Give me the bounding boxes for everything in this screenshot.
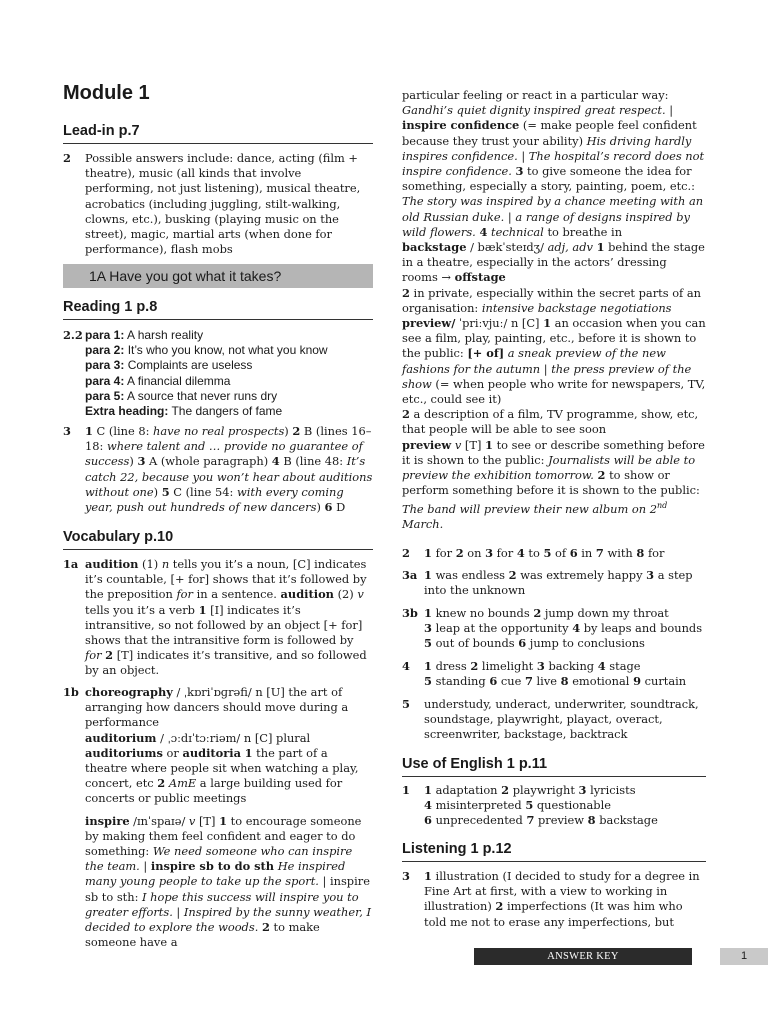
- vocab-q3a-answers: 1 was endless 2 was extremely happy 3 a step into the unknown: [424, 568, 693, 598]
- unit-band: [63, 264, 373, 288]
- use-of-english-heading: Use of English 1 p.11: [402, 757, 706, 777]
- reading-q2-2: [63, 328, 373, 419]
- reading-q3-answers: 1 C (line 8: have no real prospects) 2 B (lines 16–18: where talent and … provide no guarantee of success) 3 A (whole paragraph) 4 B (line 48: It’s catch 22, because you won’t hear about auditions without one) 5 C (line 54: with every coming year, push out hundreds of new dancers) 6 D: [85, 424, 373, 515]
- uoe-q1: [402, 783, 706, 829]
- para-line: Extra heading: The dangers of fame: [85, 404, 283, 419]
- para-line: para 1: A harsh reality: [85, 328, 204, 342]
- vocabulary-heading: Vocabulary p.10: [63, 530, 373, 550]
- para-line: para 4: A financial dilemma: [85, 373, 231, 388]
- para-line: para 2: It’s who you know, not what you know: [85, 343, 328, 358]
- vocab-q4: [402, 659, 706, 689]
- item-number: 2: [63, 151, 71, 165]
- item-number: 5: [402, 697, 410, 711]
- leadin-heading: Lead-in p.7: [63, 124, 373, 144]
- vocab-q3b: [402, 606, 706, 652]
- vocab-q3b-answers: 1 knew no bounds 2 jump down my throat 3 leap at the opportunity 4 by leaps and bounds 5 out of bounds 6 jump to conclusions: [424, 606, 703, 651]
- item-number: 1a: [63, 557, 79, 571]
- uoe-q1-answers: 1 adaptation 2 playwright 3 lyricists 4 misinterpreted 5 questionable 6 unprecedented 7 preview 8 backstage: [424, 783, 658, 828]
- vocab-q5-answers: understudy, underact, underwriter, soundtrack, soundstage, playwright, playact, overact, screenwriter, backstage, backtrack: [424, 697, 699, 742]
- vocab-q3a: [402, 568, 706, 598]
- item-number: 4: [402, 659, 410, 673]
- item-number: 2: [402, 546, 410, 560]
- inspire-continued: [402, 88, 706, 533]
- item-number: 3: [402, 869, 410, 883]
- module-title: Module 1: [63, 82, 150, 104]
- inspire-continued-text: particular feeling or react in a particular way: Gandhi’s quiet dignity inspired great respect. | inspire confidence (= make people feel confident because they trust your ability) His driving hardly inspires confidence. | The hospital’s record does not inspire confidence. 3 to give someone the idea for something, especially a story, painting, poem, etc.: The story was inspired by a chance meeting with an old Russian duke. | a range of designs inspired by wild flowers. 4 technical to breathe in: [402, 88, 705, 239]
- backstage-entry: backstage / bækˈsteɪdʒ/ adj, adv 1 behind the stage in a theatre, especially in the actors’ dressing rooms → offstage: [402, 240, 705, 285]
- vocab-q4-answers: 1 dress 2 limelight 3 backing 4 stage 5 standing 6 cue 7 live 8 emotional 9 curtain: [424, 659, 687, 689]
- preview-entry: preview/ ˈpriːvjuː/ n [C] 1 an occasion when you can see a film, play, painting, etc., before it is shown to the public: [+ of] a sneak preview of the new fashions for the autumn | the press preview of the show (= when people who write for newspapers, TV, etc., could see it): [402, 316, 706, 407]
- leadin-answer: Possible answers include: dance, acting (film + theatre), music (all kinds that involve performing, not just listening), musical theatre, acrobatics (including juggling, stilt-walking, clowns, etc.), busking (playing music on the street), magic, martial arts (when done for performance), flash mobs: [85, 151, 361, 257]
- vocab-q1b: [63, 685, 373, 950]
- backstage-entry-2: 2 in private, especially within the secret parts of an organisation: intensive backstage negotiations: [402, 285, 702, 315]
- para-line: para 5: A source that never runs dry: [85, 388, 278, 403]
- vocab-q1b-answer: choreography / ˌkɒriˈɒɡrəfi/ n [U] the art of arranging how dancers should move during a performance auditorium / ˌɔːdɪˈtɔːriəm/ n [C] plural auditoriums or auditoria 1 the part of a theatre where people sit when watching a play, concert, etc 2 AmE a large building used for concerts or public meetings inspire /ɪnˈspaɪə/ v [T] 1 to encourage someone by making them feel confident and eager to do something: We need someone who can inspire the team. | inspire sb to do sth He inspired many young people to take up the sport. | inspire sb to sth: I hope this success will inspire you to greater efforts. | Inspired by the sunny weather, I decided to explore the woods. 2 to make someone have a: [85, 685, 372, 950]
- page-number: 1: [720, 948, 768, 965]
- preview-verb-entry: preview v [T] 1 to see or describe something before it is shown to the public: Journalists will be able to preview the exhibition tomorrow. 2 to show or perform something before it is shown to the public: The band will preview their new album on 2nd March.: [402, 437, 705, 532]
- preview-entry-2: 2 a description of a film, TV programme, show, etc, that people will be able to see soon: [402, 407, 699, 437]
- unit-title: 1A Have you got what it takes?: [89, 268, 282, 284]
- listening-q3-answers: 1 illustration (I decided to study for a degree in Fine Art at first, with a view to working in illustration) 2 imperfections (It was him who told me not to erase any imperfections, but: [424, 869, 700, 929]
- reading-heading: Reading 1 p.8: [63, 300, 373, 320]
- answer-key-label: ANSWER KEY: [474, 948, 692, 965]
- item-number: 3b: [402, 606, 418, 620]
- vocab-q1a: [63, 557, 373, 679]
- vocab-q2-answers: 1 for 2 on 3 for 4 to 5 of 6 in 7 with 8 for: [424, 546, 665, 560]
- vocab-q1a-answer: audition (1) n tells you it’s a noun, [C] indicates it’s countable, [+ for] shows that it’s followed by the preposition for in a sentence. audition (2) v tells you it’s a verb 1 [I] indicates it’s intransitive, so not followed by an object [+ for] shows that the intransitive form is followed by for 2 [T] indicates it’s transitive, and so followed by an object.: [85, 557, 367, 678]
- item-number: 1: [402, 783, 410, 797]
- item-number: 3a: [402, 568, 418, 582]
- para-line: para 3: Complaints are useless: [85, 358, 253, 373]
- listening-q3: [402, 869, 706, 930]
- vocab-q5: [402, 697, 706, 743]
- listening-heading: Listening 1 p.12: [402, 842, 706, 862]
- item-number: 3: [63, 424, 71, 438]
- vocab-q2: [402, 546, 706, 561]
- item-number: 2.2: [63, 328, 83, 342]
- reading-q3: [63, 424, 373, 515]
- leadin-item-2: [63, 151, 373, 257]
- item-number: 1b: [63, 685, 79, 699]
